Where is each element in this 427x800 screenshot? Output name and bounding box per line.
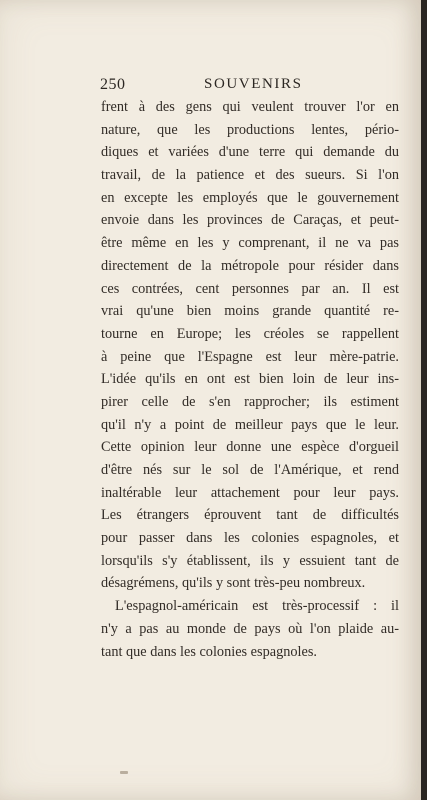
text-line: frent à des gens qui veulent trouver l'or en <box>101 99 399 115</box>
text-line: tant que dans les colonies espagnoles. <box>101 643 317 660</box>
running-title: SOUVENIRS <box>204 76 303 92</box>
text-line: d'être nés sur le sol de l'Amérique, et rend <box>101 462 399 478</box>
text-line: inaltérable leur attachement pour leur pays. <box>101 484 399 501</box>
paper-blemish <box>120 771 128 774</box>
text-line: en excepte les employés que le gouvernement <box>101 189 399 206</box>
text-line: désagrémens, qu'ils y sont très-peu nombreux. <box>101 575 366 592</box>
text-line: travail, de la patience et des sueurs. Si l'on <box>101 167 399 184</box>
text-line: directement de la métropole pour résider dans <box>101 257 399 274</box>
text-line: diques et variées d'une terre qui demande du <box>101 144 399 161</box>
running-head <box>100 74 400 98</box>
text-line: qu'il n'y a point de meilleur pays que le leur. <box>101 416 399 433</box>
text-line: lorsqu'ils s'y établissent, ils y essuient tant de <box>101 552 399 569</box>
text-line: tourne en Europe; les créoles se rappellent <box>101 325 399 342</box>
text-line: pirer celle de s'en rapprocher; ils estiment <box>101 393 399 410</box>
text-line: être même en les y comprenant, il ne va pas <box>101 235 399 252</box>
text-line: Les étrangers éprouvent tant de difficultés <box>101 507 399 524</box>
text-line: envoie dans les provinces de Caraças, et peut- <box>101 212 399 229</box>
text-line: à peine que l'Espagne est leur mère-patrie. <box>101 348 399 365</box>
text-line: ces contrées, cent personnes par an. Il est <box>101 280 399 297</box>
text-line: L'idée qu'ils en ont est bien loin de leur ins- <box>101 371 399 388</box>
body-text <box>101 96 399 663</box>
text-line: Cette opinion leur donne une espèce d'orgueil <box>101 439 399 456</box>
page-edge-shadow <box>421 0 427 800</box>
page-number: 250 <box>100 76 126 93</box>
text-line: pour passer dans les colonies espagnoles, et <box>101 530 399 547</box>
text-line: vrai qu'une bien moins grande quantité re- <box>101 303 399 320</box>
paragraph-start-line: L'espagnol-américain est très-processif : il <box>115 598 399 615</box>
text-line: n'y a pas au monde de pays où l'on plaide au- <box>101 620 399 637</box>
text-line: nature, que les productions lentes, pério- <box>101 121 399 138</box>
